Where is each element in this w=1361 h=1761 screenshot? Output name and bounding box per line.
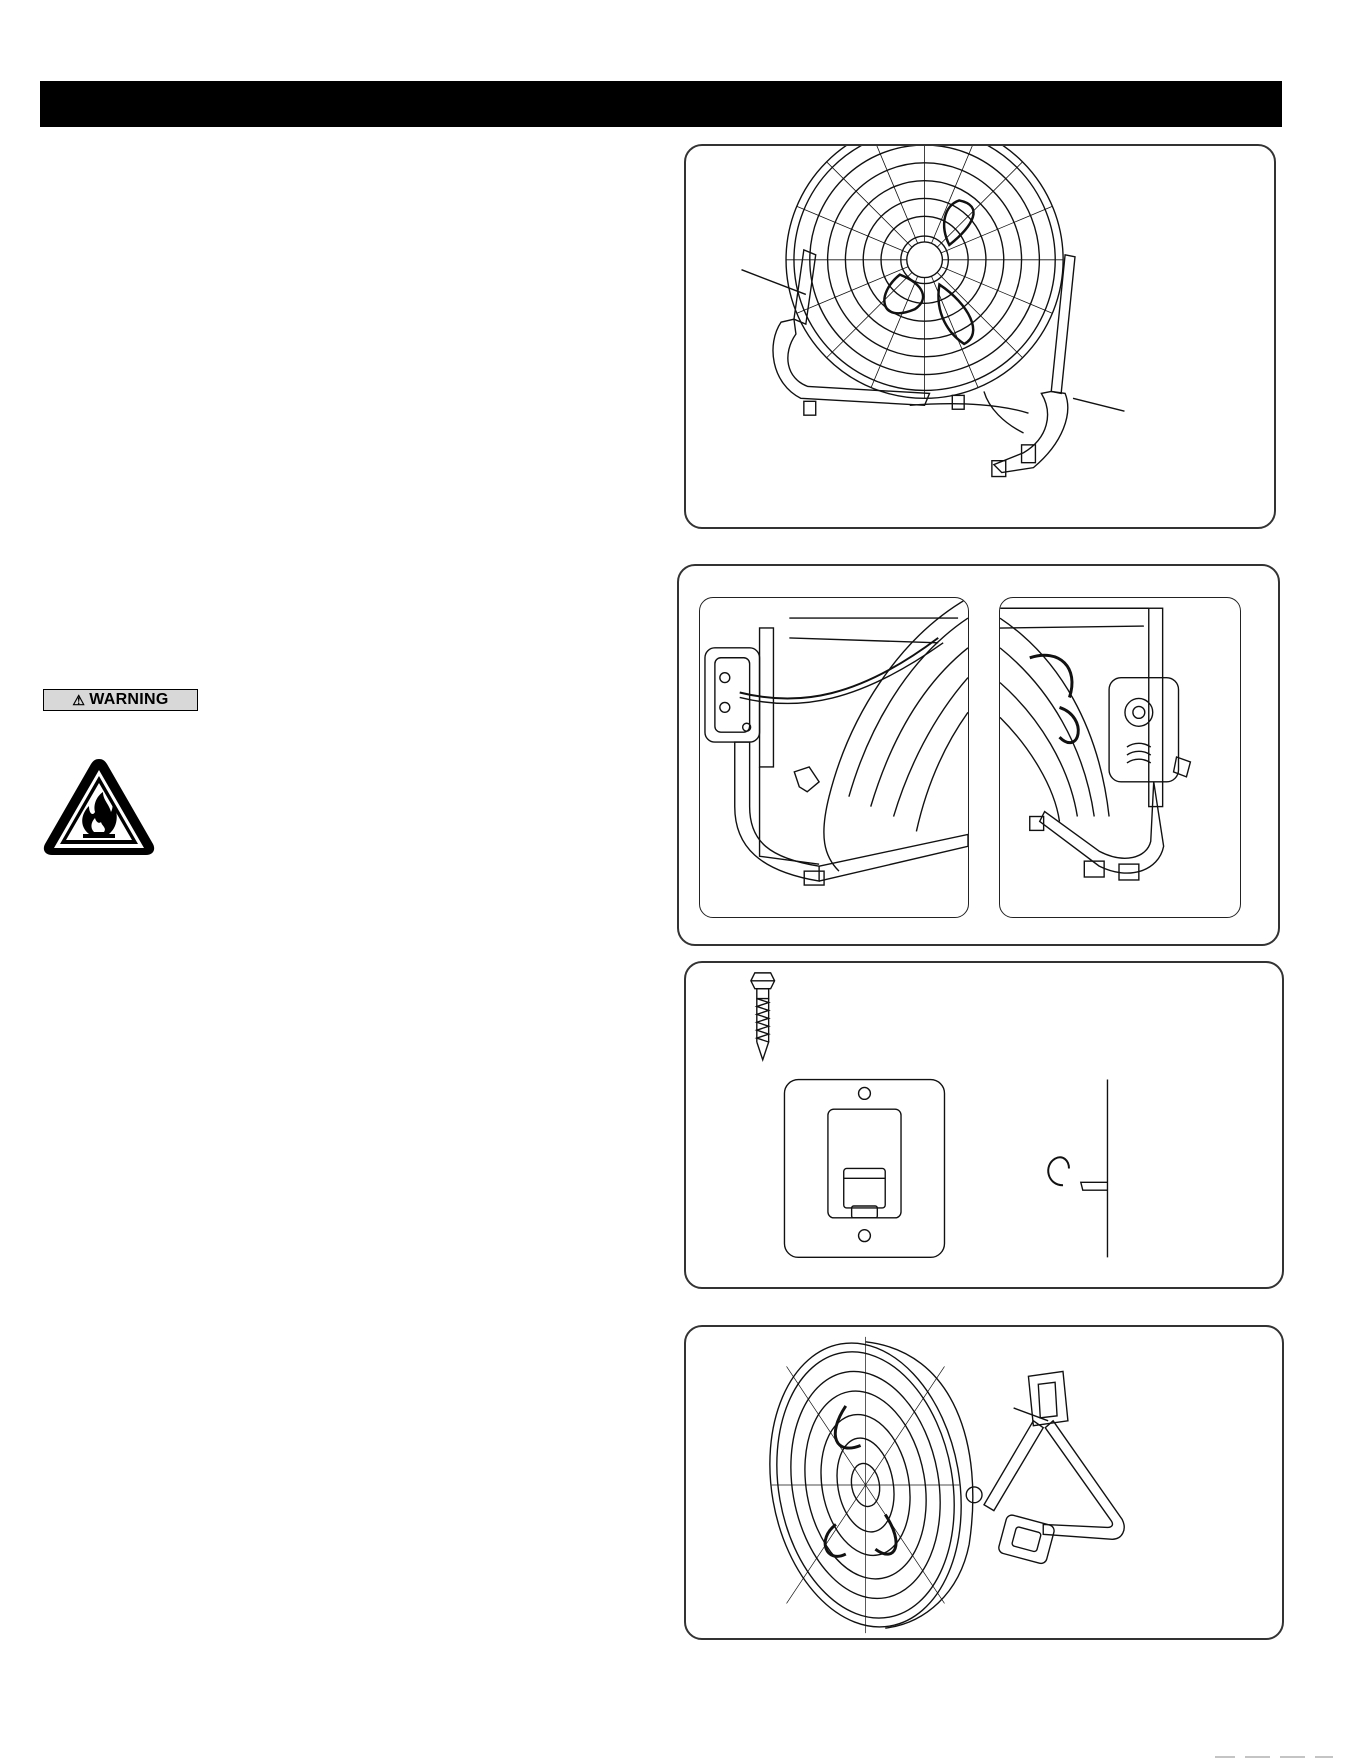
warning-label-text: WARNING [89, 691, 169, 708]
section-header-bar [40, 81, 1282, 127]
control-box-right-view [999, 597, 1241, 918]
lag-screw-icon [751, 973, 775, 1060]
control-box-left-view [699, 597, 969, 918]
wall-mounted-fan-figure [684, 1325, 1284, 1640]
control-box-attachment-figure [677, 564, 1280, 946]
wall-mount-bracket-figure [684, 961, 1284, 1289]
fan-stand-illustration [686, 146, 1274, 527]
flammable-warning-icon [41, 756, 157, 858]
page-footer-marks [1215, 1756, 1335, 1759]
warning-label [43, 689, 198, 711]
fan-leg-attachment-figure [684, 144, 1276, 529]
warning-triangle-icon: ⚠ [72, 691, 86, 708]
